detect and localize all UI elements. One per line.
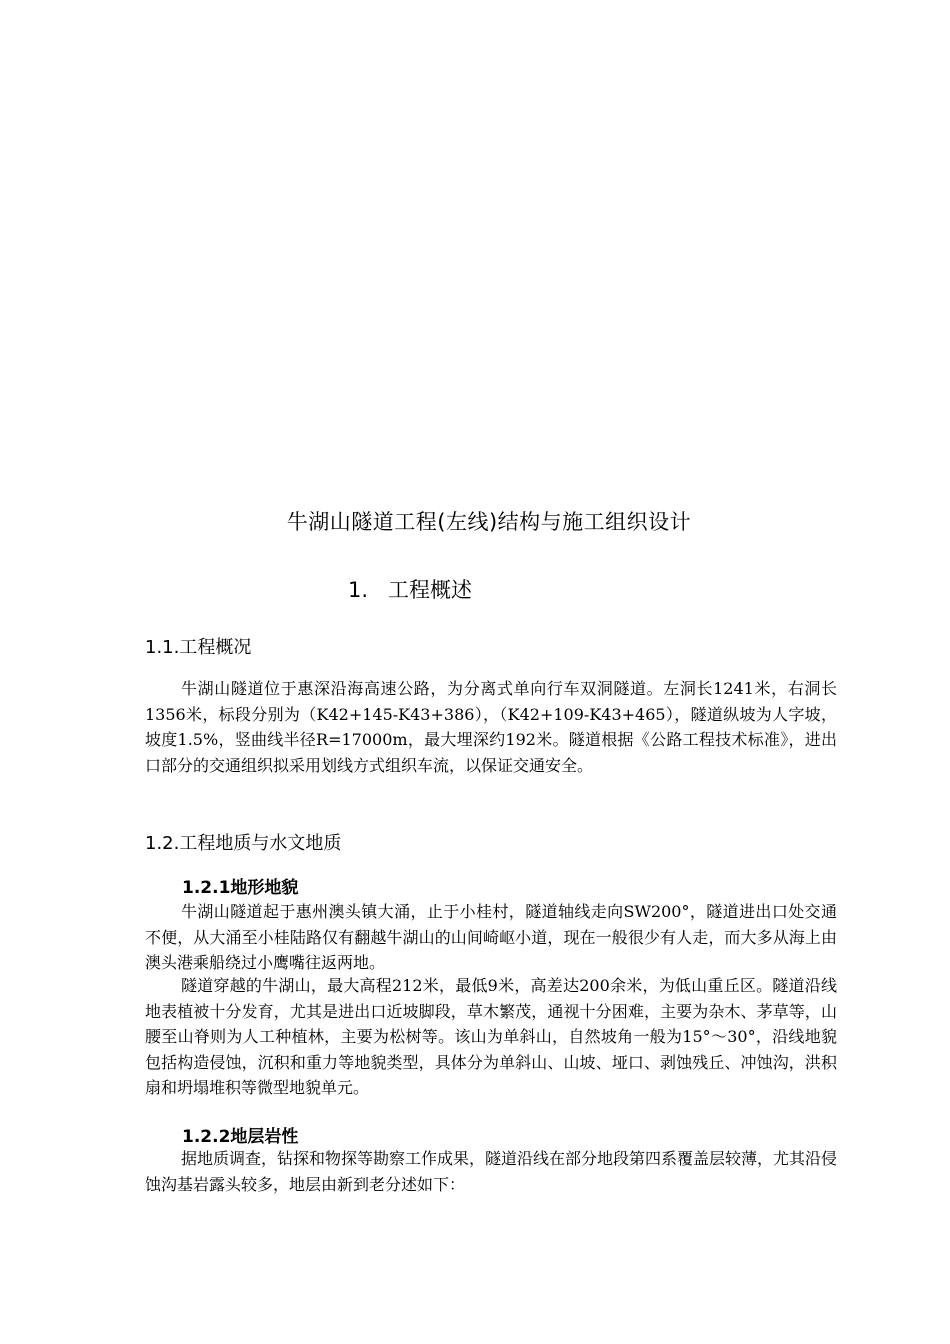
document-title: 牛湖山隧道工程(左线)结构与施工组织设计 [286, 510, 692, 534]
section-heading-1-2: 1.2.工程地质与水文地质 [145, 833, 342, 854]
section-heading-1-1: 1.1.工程概况 [145, 637, 252, 658]
paragraph-terrain-2: 隧道穿越的牛湖山，最大高程212米，最低9米，高差达200余米，为低山重丘区。隧道沿线地表植被十分发育，尤其是进出口近坡脚段，草木繁茂，通视十分困难，主要为杂木、茅草等，山腰至山脊则为人工种植林，主要为松树等。该山为单斜山，自然坡角一般为15°～30°，沿线地貌包括构造侵蚀，沉积和重力等地貌类型，具体分为单斜山、山坡、垭口、剥蚀残丘、冲蚀沟，洪积扇和坍塌堆积等微型地貌单元。 [145, 976, 837, 1097]
chapter-title: 工程概述 [388, 578, 472, 602]
paragraph-strata: 据地质调查，钻探和物探等勘察工作成果，隧道沿线在部分地段第四系覆盖层较薄，尤其沿侵蚀沟基岩露头较多，地层由新到老分述如下： [145, 1149, 838, 1194]
chapter-heading [348, 574, 472, 606]
paragraph-project-overview: 牛湖山隧道位于惠深沿海高速公路，为分离式单向行车双洞隧道。左洞长1241米，右洞长1356米，标段分别为（K42+145-K43+386），（K42+109-K43+465），隧道纵坡为人字坡，坡度1.5%，竖曲线半径R=17000m，最大埋深约192米。隧道根据《公路工程技术标准》，进出口部分的交通组织拟采用划线方式组织车流，以保证交通安全。 [145, 679, 837, 775]
chapter-number: 1. [348, 578, 369, 602]
subsection-heading-1-2-2: 1.2.2地层岩性 [182, 1127, 299, 1147]
paragraph-terrain-1: 牛湖山隧道起于惠州澳头镇大涌，止于小桂村，隧道轴线走向SW200°，隧道进出口处交通不便，从大涌至小桂陆路仅有翻越牛湖山的山间崎岖小道，现在一般很少有人走，而大多从海上由澳头港乘船绕过小鹰嘴往返两地。 [145, 902, 837, 972]
subsection-heading-1-2-1: 1.2.1地形地貌 [182, 878, 299, 898]
